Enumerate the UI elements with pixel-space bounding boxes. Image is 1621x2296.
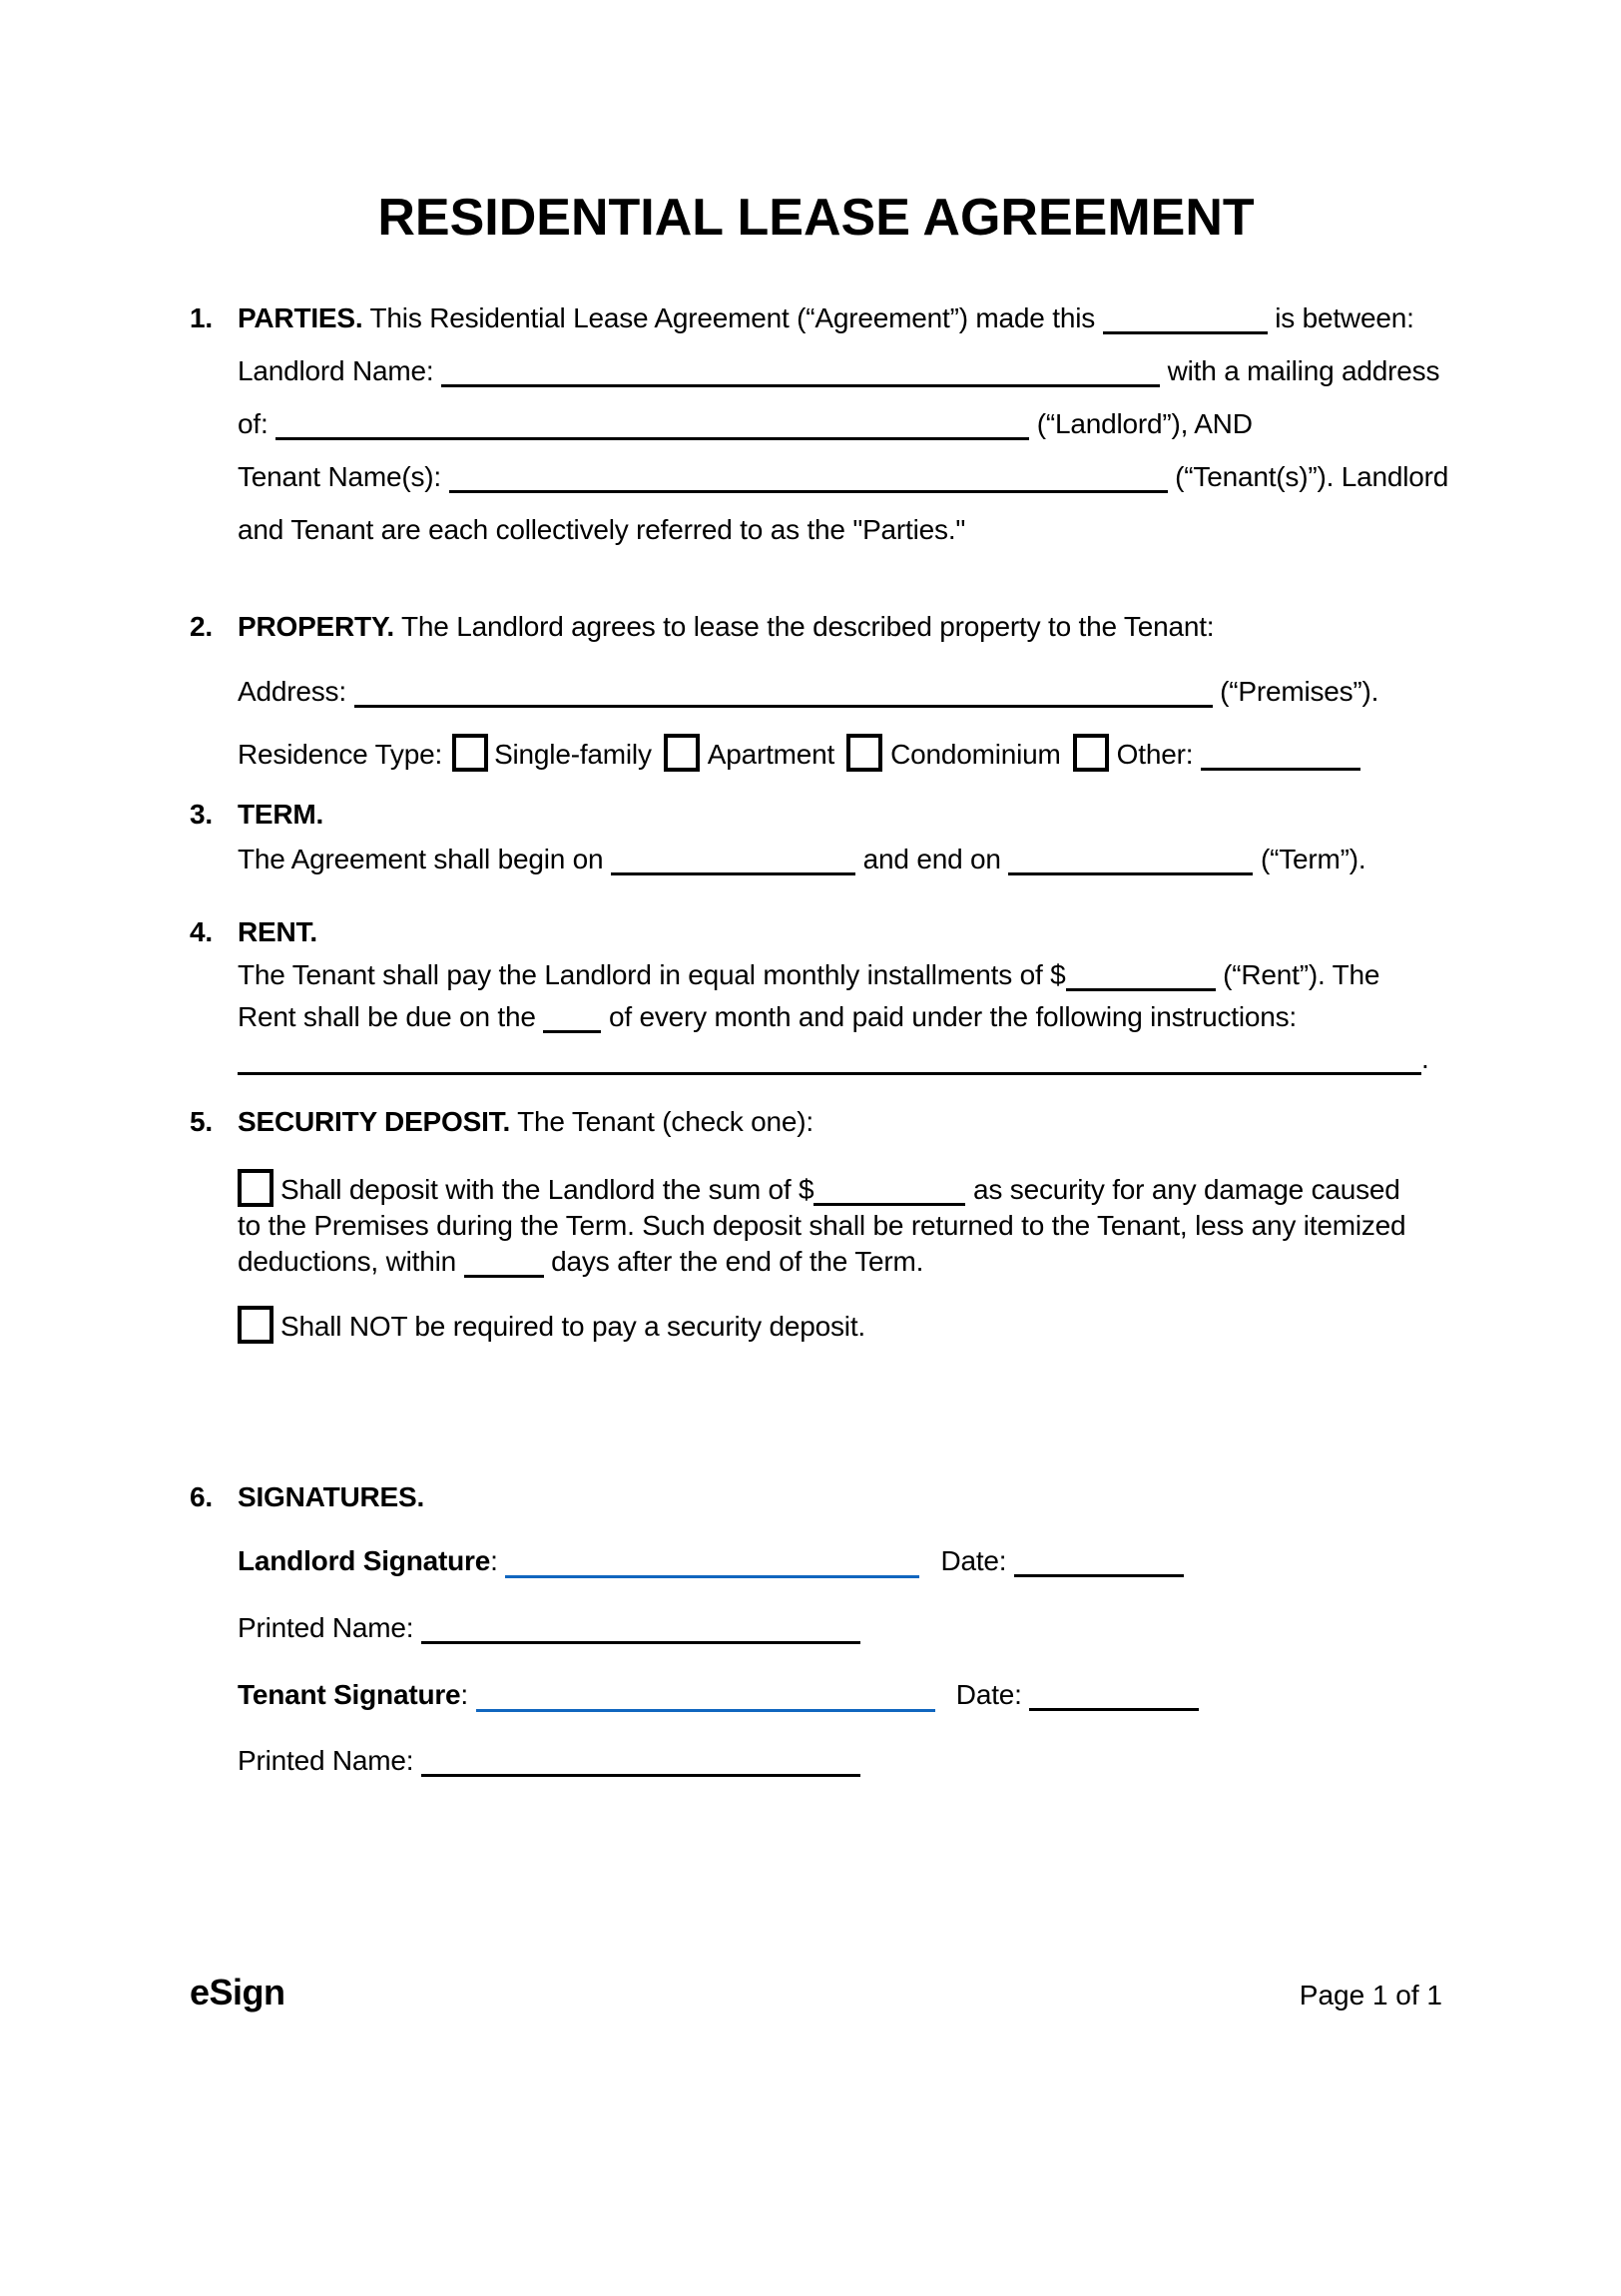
instructions-period: . — [1421, 1043, 1429, 1074]
rent-amount-field[interactable] — [1066, 988, 1216, 991]
of-suffix: (“Landlord”), AND — [1036, 408, 1253, 439]
section-heading: TERM. — [238, 799, 324, 830]
property-address-line — [238, 665, 1442, 718]
landlord-date-field[interactable] — [1014, 1574, 1184, 1577]
section-term — [190, 793, 1442, 882]
term-end-date-field[interactable] — [1008, 872, 1253, 875]
landlord-signature-row — [238, 1534, 1442, 1587]
section-heading: PARTIES. — [238, 302, 363, 333]
page-footer — [190, 1971, 1442, 2017]
parties-closing-text: and Tenant are each collectively referred to as the "Parties." — [238, 514, 966, 545]
deposit-option-1 — [238, 1169, 1442, 1280]
checkbox-deposit-required[interactable] — [238, 1169, 273, 1207]
deposit-return-days-field[interactable] — [464, 1275, 544, 1278]
option-other-label: Other: — [1116, 739, 1194, 770]
section-number: 4. — [190, 916, 213, 947]
section-heading: PROPERTY. — [238, 611, 394, 642]
no-deposit-text: Shall NOT be required to pay a security deposit. — [280, 1311, 865, 1342]
deposit-text-b: as security for any damage caused — [973, 1174, 1400, 1205]
tenant-names-suffix: (“Tenant(s)”). Landlord — [1175, 461, 1449, 492]
landlord-name-field[interactable] — [441, 384, 1160, 387]
colon: : — [490, 1545, 498, 1576]
date-label: Date: — [955, 1679, 1022, 1710]
section-heading: RENT. — [238, 916, 317, 947]
residence-type-label: Residence Type: — [238, 739, 443, 770]
address-suffix: (“Premises”). — [1220, 676, 1379, 707]
tenant-signature-row — [238, 1668, 1442, 1721]
landlord-signature-label: Landlord Signature — [238, 1545, 491, 1576]
deposit-option-1-line-1 — [238, 1169, 1442, 1208]
tenant-date-field[interactable] — [1029, 1708, 1199, 1711]
option-single-family-label: Single-family — [494, 739, 652, 770]
landlord-printed-name-field[interactable] — [421, 1641, 860, 1644]
option-apartment-label: Apartment — [707, 739, 835, 770]
deposit-text-a: Shall deposit with the Landlord the sum of $ — [280, 1174, 814, 1205]
deposit-text-line3a: deductions, within — [238, 1246, 456, 1277]
parties-line-address — [238, 397, 1442, 450]
deposit-option-1-line-3 — [238, 1244, 1442, 1280]
of-label: of: — [238, 408, 269, 439]
checkbox-other[interactable] — [1073, 734, 1109, 772]
section-heading: SECURITY DEPOSIT. — [238, 1106, 511, 1137]
checkbox-apartment[interactable] — [664, 734, 700, 772]
rent-body-line-1 — [238, 954, 1442, 996]
section-number: 2. — [190, 611, 213, 642]
other-residence-field[interactable] — [1201, 768, 1360, 771]
term-start-date-field[interactable] — [611, 872, 855, 875]
tenant-names-label: Tenant Name(s): — [238, 461, 441, 492]
section-signatures — [190, 1475, 1442, 1787]
address-label: Address: — [238, 676, 346, 707]
tenant-signature-label: Tenant Signature — [238, 1679, 461, 1710]
section-property — [190, 600, 1442, 781]
parties-line-closing — [238, 503, 1442, 556]
date-label: Date: — [940, 1545, 1007, 1576]
tenant-printed-name-row — [238, 1734, 1442, 1787]
parties-intro-end: is between: — [1275, 302, 1414, 333]
parties-line-landlord — [238, 344, 1442, 397]
landlord-signature-field[interactable] — [505, 1575, 919, 1578]
printed-name-label: Printed Name: — [238, 1612, 414, 1643]
checkbox-condominium[interactable] — [846, 734, 882, 772]
property-heading-rest: The Landlord agrees to lease the described property to the Tenant: — [400, 611, 1215, 642]
section-number: 1. — [190, 302, 213, 333]
deposit-text-line2: to the Premises during the Term. Such deposit shall be returned to the Tenant, less any itemized — [238, 1210, 1406, 1241]
checkbox-single-family[interactable] — [452, 734, 488, 772]
landlord-address-field[interactable] — [275, 437, 1029, 440]
term-body-line — [238, 837, 1442, 882]
deposit-text-line3b: days after the end of the Term. — [551, 1246, 924, 1277]
landlord-name-suffix: with a mailing address — [1167, 355, 1440, 386]
rent-amount-suffix: (“Rent”). The — [1223, 959, 1380, 990]
term-heading-line — [190, 793, 1442, 837]
deposit-option-1-line-2 — [238, 1208, 1442, 1244]
rent-heading-line — [190, 910, 1442, 954]
security-heading-line — [190, 1100, 1442, 1144]
checkbox-no-deposit[interactable] — [238, 1306, 273, 1344]
payment-instructions-field[interactable] — [238, 1072, 1421, 1075]
parties-line-tenant — [238, 450, 1449, 503]
section-security-deposit — [190, 1100, 1442, 1349]
tenant-names-field[interactable] — [449, 490, 1168, 493]
deposit-option-2 — [238, 1305, 1442, 1349]
rent-due-suffix: of every month and paid under the following instructions: — [608, 1001, 1297, 1032]
section-number: 5. — [190, 1106, 213, 1137]
term-end-text: (“Term”). — [1260, 844, 1366, 874]
term-begin-text: The Agreement shall begin on — [238, 844, 604, 874]
deposit-amount-field[interactable] — [813, 1203, 965, 1206]
property-heading-line — [190, 600, 1442, 653]
residence-type-line — [238, 728, 1442, 781]
rent-body-line-2 — [238, 996, 1442, 1038]
printed-name-label: Printed Name: — [238, 1745, 414, 1776]
section-number: 3. — [190, 799, 213, 830]
page-number: Page 1 of 1 — [1299, 1980, 1442, 2010]
section-rent — [190, 910, 1442, 1080]
parties-line-intro — [190, 291, 1442, 344]
rent-due-text: Rent shall be due on the — [238, 1001, 536, 1032]
esign-logo: eSign — [190, 1972, 285, 2012]
section-number: 6. — [190, 1481, 213, 1512]
rent-amount-text: The Tenant shall pay the Landlord in equal monthly installments of $ — [238, 959, 1066, 990]
premises-address-field[interactable] — [354, 705, 1213, 708]
document-page — [0, 188, 1621, 2296]
landlord-name-label: Landlord Name: — [238, 355, 434, 386]
rent-instructions-line — [238, 1038, 1442, 1080]
landlord-printed-name-row — [238, 1601, 1442, 1654]
term-middle-text: and end on — [862, 844, 1001, 874]
security-heading-rest: The Tenant (check one): — [517, 1106, 813, 1137]
parties-intro-text: This Residential Lease Agreement (“Agreement”) made this — [369, 302, 1096, 333]
section-parties — [190, 291, 1449, 556]
tenant-printed-name-field[interactable] — [421, 1774, 860, 1777]
colon: : — [460, 1679, 469, 1710]
rent-due-day-field[interactable] — [543, 1030, 601, 1033]
option-condominium-label: Condominium — [890, 739, 1061, 770]
section-heading: SIGNATURES. — [238, 1481, 425, 1512]
tenant-signature-field[interactable] — [476, 1709, 935, 1712]
made-this-date-field[interactable] — [1103, 331, 1268, 334]
signatures-heading-line — [190, 1475, 1442, 1519]
document-title: RESIDENTIAL LEASE AGREEMENT — [377, 189, 1255, 247]
